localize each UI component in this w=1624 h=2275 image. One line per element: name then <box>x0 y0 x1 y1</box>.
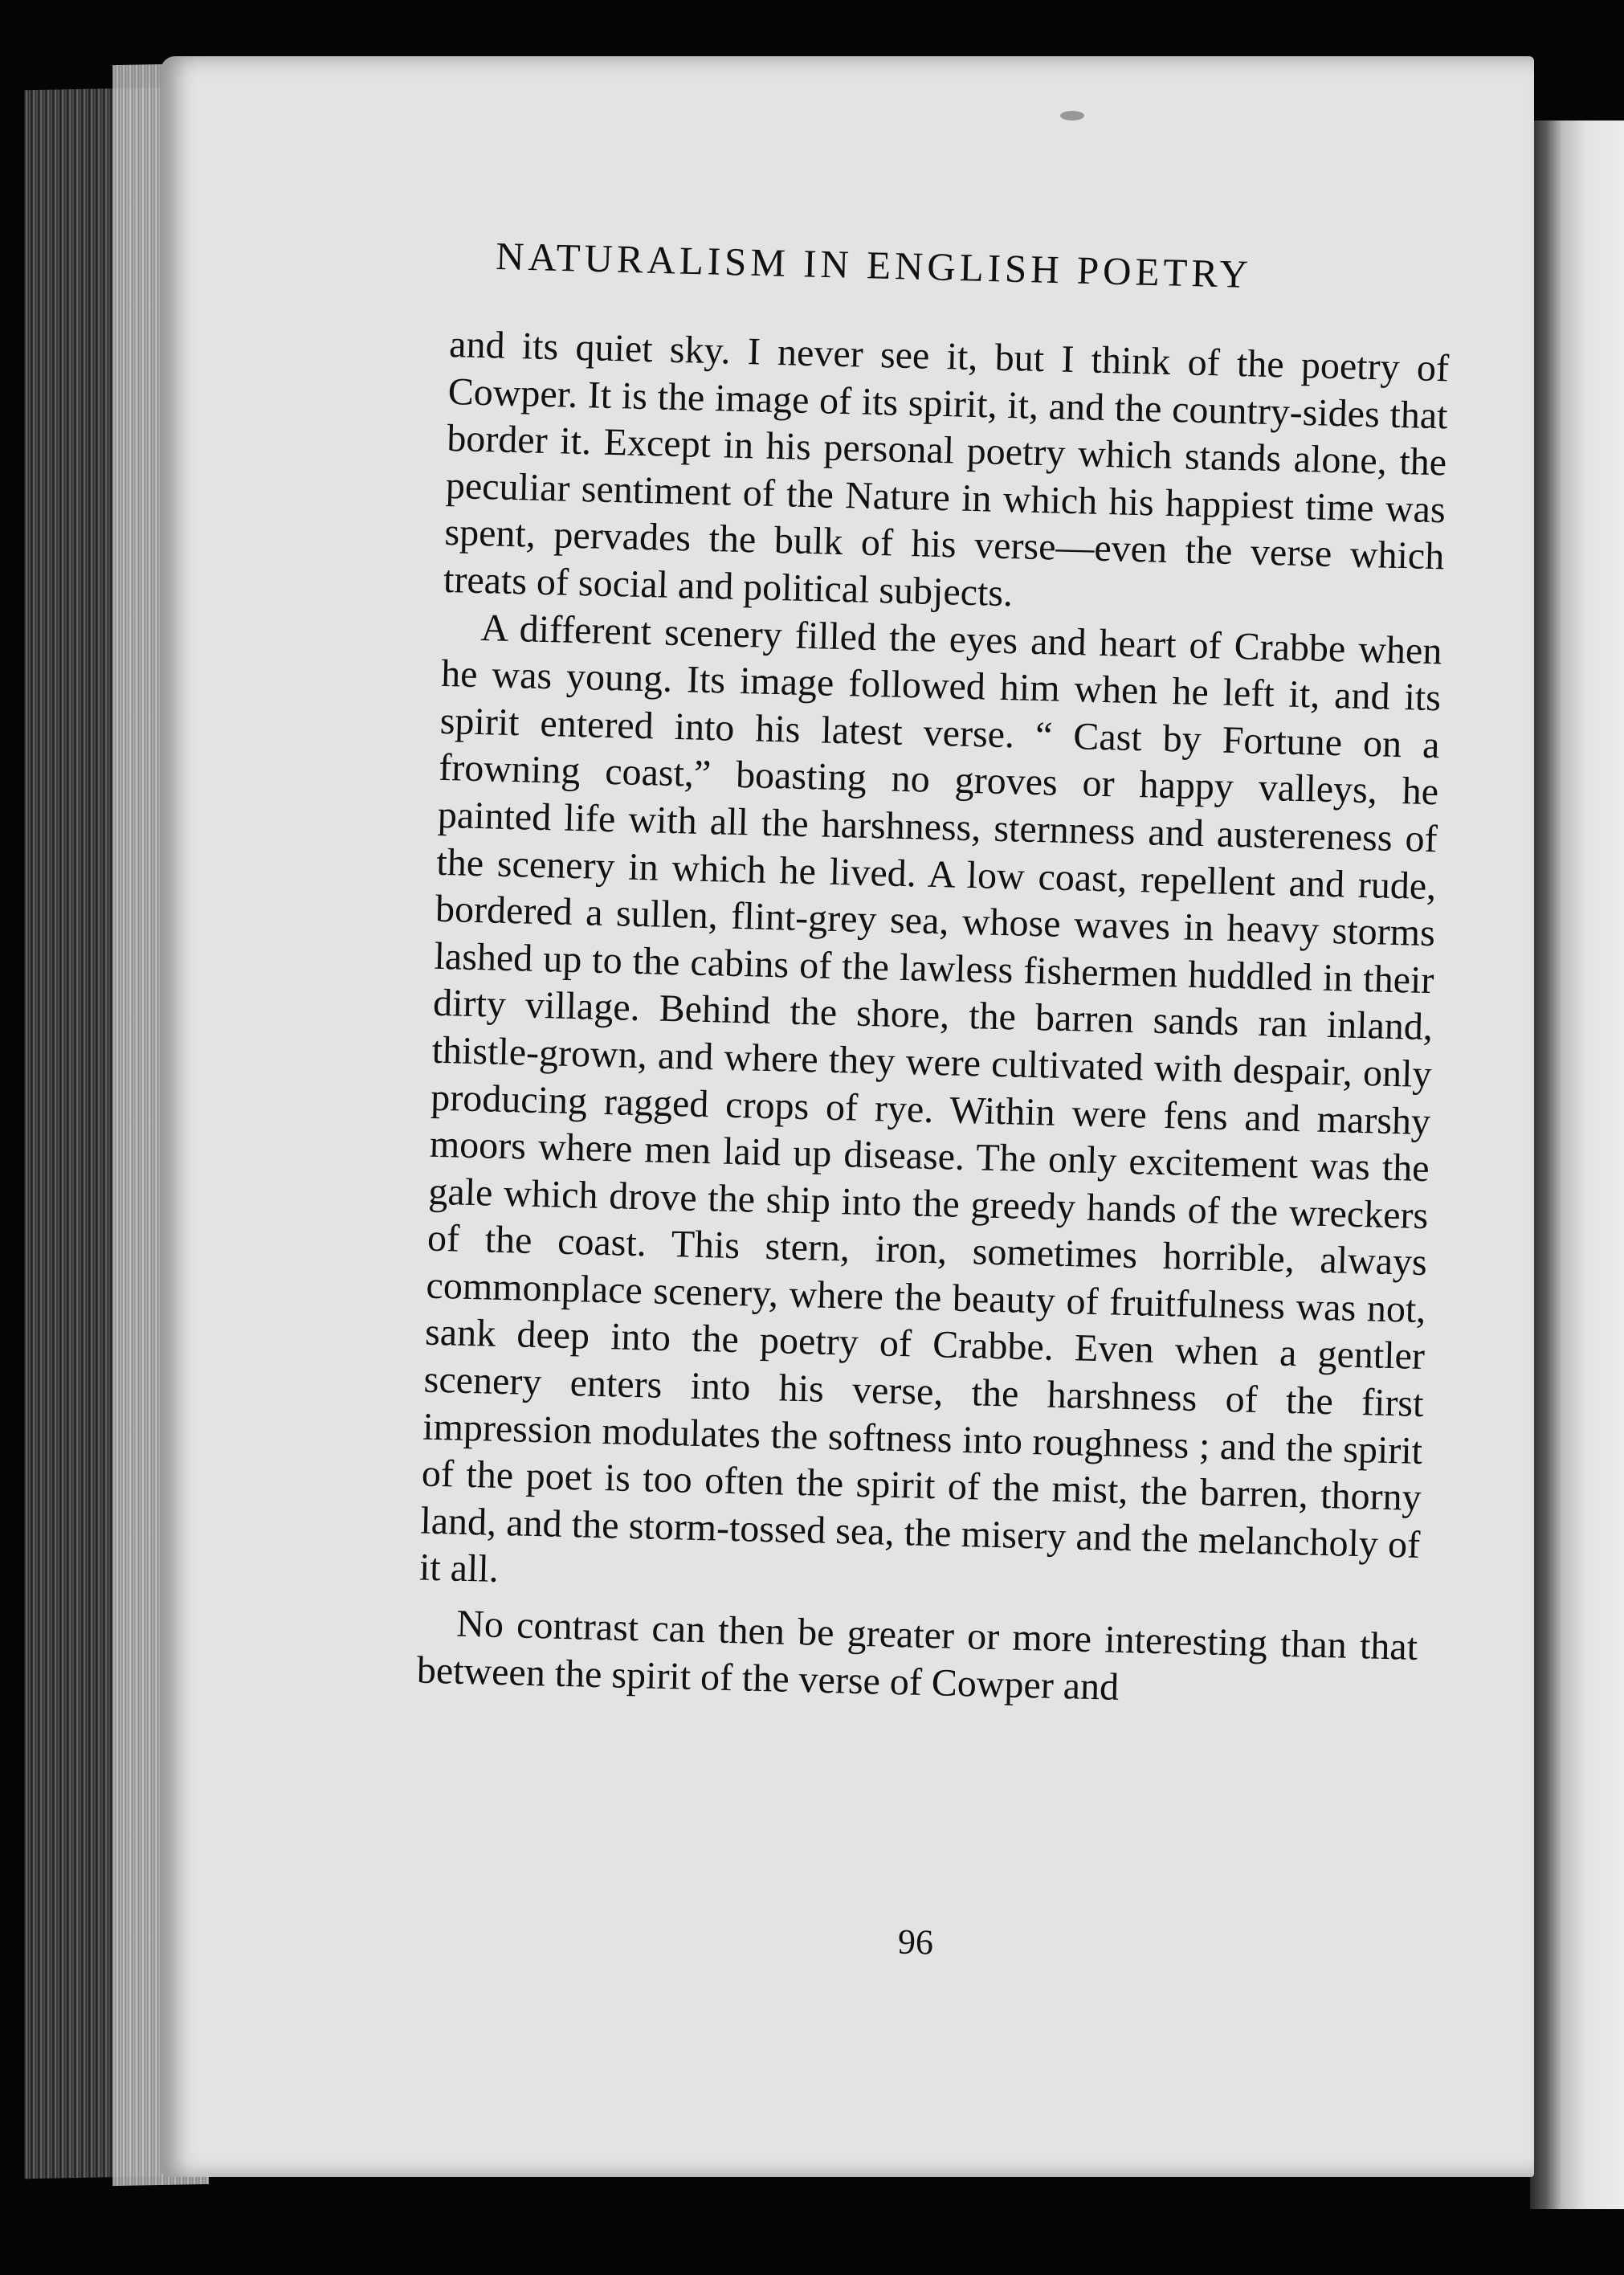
scan-smudge <box>1060 111 1084 120</box>
body-text <box>416 321 1449 1718</box>
running-head: NATURALISM IN ENGLISH POETRY <box>495 233 1253 296</box>
paragraph-continued: and its quiet sky. I never see it, but I think of the poetry of Cowper. It is the image of its spirit, it, and the country-sides that border it. Except in his personal poetry which stands alone, the peculiar sentiment of the Nature in which his happiest time was spent, pervades the bulk of his verse—even the verse which treats of social and political subjects. <box>443 322 1450 615</box>
paragraph-crabbe-scenery: A different scenery filled the eyes and heart of Crabbe when he was young. Its image followed him when he left it, and its spirit entered into his latest verse. “ Cast by Fortune on a frowning coast,” boasting no groves or happy valleys, he painted life with all the harshness, sternness and austereness of the scenery in which he lived. A low coast, repellent and rude, bordered a sullen, flint-grey sea, whose waves in heavy storms lashed up to the cabins of the lawless fishermen huddled in their dirty village. Behind the shore, the barren sands ran inland, thistle-grown, and where they were cultivated with despair, only producing ragged crops of rye. Within were fens and marshy moors where men laid up disease. The only excitement was the gale which drove the ship into the greedy hands of the wreckers of the coast. This stern, iron, sometimes horrible, always commonplace scenery, where the beauty of fruitfulness was not, sank deep into the poetry of Crabbe. Even when a gentler scenery enters into his verse, the harshness of the first impression modulates the softness into roughness ; and the spirit of the poet is too often the spirit of the mist, the barren, thorny land, and the storm-tossed sea, the misery and the melancholy of it all. <box>418 606 1442 1591</box>
facing-page-edge <box>1530 120 1624 2209</box>
paragraph-contrast: No contrast can then be greater or more interesting than that between the spirit of the verse of Cowper and <box>416 1602 1418 1709</box>
page-number: 96 <box>897 1922 934 1963</box>
